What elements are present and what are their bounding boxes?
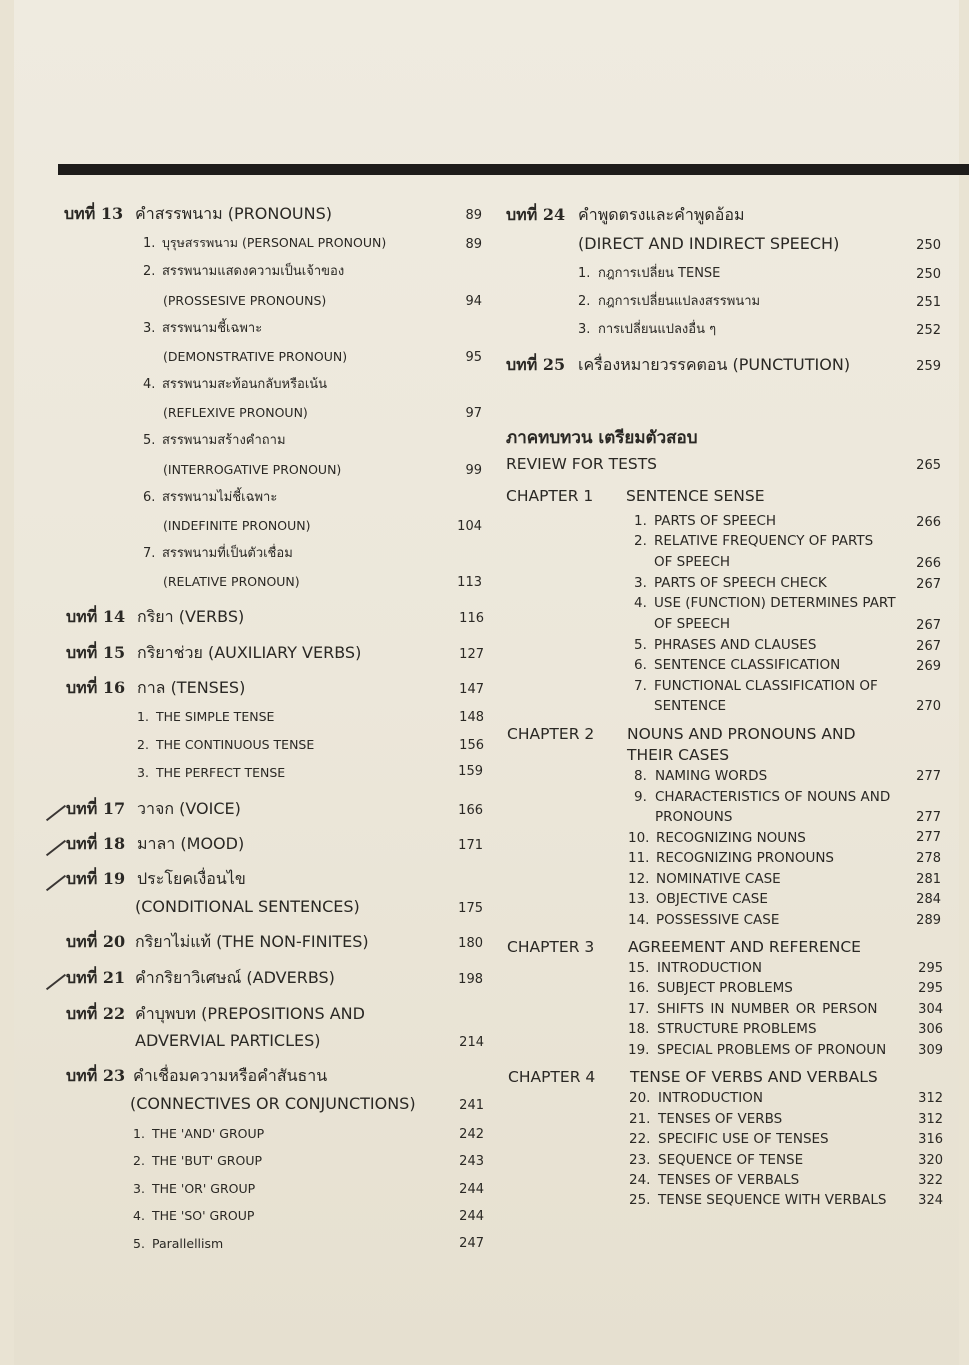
chapter-title: NOUNS AND PRONOUNS AND	[627, 725, 856, 743]
chapter-title: คำกริยาวิเศษณ์ (ADVERBS)	[135, 968, 335, 987]
item-number: 17.	[628, 1001, 650, 1017]
item-subtitle: (REFLEXIVE PRONOUN)	[163, 405, 308, 420]
chapter-label: บทที่ 18	[66, 834, 126, 853]
page-number: 89	[465, 208, 482, 223]
item-title: สรรพนามที่เป็นตัวเชื่อม	[162, 546, 293, 561]
chapter-title: SENTENCE SENSE	[626, 487, 765, 505]
item-title: Parallellism	[152, 1236, 224, 1251]
chapter-title: มาลา (MOOD)	[137, 834, 245, 853]
item-subtitle: (RELATIVE PRONOUN)	[163, 574, 300, 589]
item-number: 19.	[628, 1042, 650, 1058]
item-number: 8.	[634, 768, 647, 784]
item-title: PHRASES AND CLAUSES	[654, 637, 817, 653]
item-title: สรรพนามสร้างคำถาม	[162, 433, 286, 448]
page-number: 295	[918, 961, 943, 976]
chapter-title: คำสรรพนาม (PRONOUNS)	[135, 204, 332, 223]
chapter-title-line2: (DIRECT AND INDIRECT SPEECH)	[578, 234, 840, 253]
item-title: SENTENCE CLASSIFICATION	[654, 657, 841, 673]
page-number: 312	[918, 1112, 943, 1127]
page-number: 148	[459, 710, 484, 725]
item-number: 21.	[629, 1111, 651, 1127]
item-number: 1.	[143, 236, 156, 251]
page-number: 309	[918, 1043, 943, 1058]
item-title: NOMINATIVE CASE	[656, 871, 781, 887]
item-number: 6.	[634, 657, 647, 673]
item-title: POSSESSIVE CASE	[656, 912, 780, 928]
item-title: RELATIVE FREQUENCY OF PARTS	[654, 533, 874, 549]
item-title: OBJECTIVE CASE	[656, 891, 768, 907]
page-number: 250	[916, 238, 941, 253]
item-title: THE 'SO' GROUP	[152, 1208, 255, 1223]
chapter-label: บทที่ 21	[66, 968, 126, 987]
page-number: 214	[459, 1035, 484, 1050]
item-number: 5.	[133, 1236, 145, 1251]
page-number: 166	[458, 803, 483, 818]
chapter-label: บทที่ 14	[66, 607, 126, 626]
page-number: 322	[918, 1173, 943, 1188]
item-number: 3.	[143, 321, 156, 336]
item-subtitle: (INDEFINITE PRONOUN)	[163, 518, 311, 533]
chapter-title-line2: ADVERVIAL PARTICLES)	[135, 1031, 321, 1050]
item-title: สรรพนามแสดงความเป็นเจ้าของ	[162, 264, 345, 279]
page-number: 266	[916, 556, 941, 571]
item-title: INTRODUCTION	[658, 1090, 763, 1106]
item-number: 12.	[628, 871, 650, 887]
page-number: 281	[916, 872, 941, 887]
item-title: สรรพนามสะท้อนกลับหรือเน้น	[162, 377, 328, 392]
item-subtitle: (INTERROGATIVE PRONOUN)	[163, 462, 342, 477]
item-title: สรรพนามไม่ชี้เฉพาะ	[162, 490, 278, 505]
page-number: 269	[916, 659, 941, 674]
page-number: 242	[459, 1127, 484, 1142]
item-number: 18.	[628, 1021, 650, 1037]
page-number: 104	[457, 519, 482, 534]
chapter-label: บทที่ 22	[66, 1004, 126, 1023]
chapter-label: บทที่ 19	[66, 869, 126, 888]
chapter-label: CHAPTER 3	[507, 938, 595, 956]
chapter-title: TENSE OF VERBS AND VERBALS	[630, 1068, 878, 1086]
item-number: 3.	[133, 1181, 145, 1196]
item-title: CHARACTERISTICS OF NOUNS AND	[655, 789, 891, 805]
chapter-title: คำเชื่อมความหรือคำสันธาน	[133, 1066, 328, 1085]
page-number: 316	[918, 1132, 943, 1147]
page-number: 265	[916, 458, 941, 473]
item-number: 10.	[628, 830, 650, 846]
item-title: SPECIFIC USE OF TENSES	[658, 1131, 829, 1147]
page-number: 251	[916, 295, 941, 310]
item-number: 7.	[143, 546, 156, 561]
item-title: THE 'OR' GROUP	[152, 1181, 256, 1196]
item-title: THE 'AND' GROUP	[152, 1126, 265, 1141]
page-number: 97	[465, 406, 482, 421]
item-title: THE PERFECT TENSE	[156, 765, 286, 780]
item-title: RECOGNIZING PRONOUNS	[656, 850, 835, 866]
item-title: SHIFTS IN NUMBER OR PERSON	[657, 1001, 878, 1017]
chapter-title: กริยาไม่แท้ (THE NON-FINITES)	[135, 932, 369, 951]
page-number: 250	[916, 267, 941, 282]
chapter-label: บทที่ 13	[64, 204, 124, 223]
item-title: FUNCTIONAL CLASSIFICATION OF	[654, 678, 878, 694]
item-title: SUBJECT PROBLEMS	[657, 980, 793, 996]
item-number: 1.	[578, 266, 591, 281]
item-number: 14.	[628, 912, 650, 928]
item-number: 1.	[133, 1126, 145, 1141]
item-title: INTRODUCTION	[657, 960, 762, 976]
page-number: 267	[916, 639, 941, 654]
page-number: 295	[918, 981, 943, 996]
page-number: 95	[465, 350, 482, 365]
page-number: 289	[916, 913, 941, 928]
page-number: 127	[459, 647, 484, 662]
item-title-line2: OF SPEECH	[654, 554, 731, 570]
chapter-title: ประโยคเงื่อนไข	[137, 869, 246, 888]
item-title-line2: PRONOUNS	[655, 809, 733, 825]
item-title: การเปลี่ยนแปลงอื่น ๆ	[598, 322, 717, 337]
page-number: 156	[459, 738, 484, 753]
item-title: กฎการเปลี่ยน TENSE	[598, 266, 721, 281]
section-heading: ภาคทบทวน เตรียมตัวสอบ	[506, 428, 698, 448]
page-number: 247	[459, 1236, 484, 1251]
item-title: NAMING WORDS	[655, 768, 768, 784]
item-number: 3.	[137, 765, 149, 780]
chapter-label: บทที่ 16	[66, 678, 126, 697]
item-number: 23.	[629, 1152, 651, 1168]
item-number: 1.	[137, 709, 149, 724]
item-number: 15.	[628, 960, 650, 976]
item-number: 6.	[143, 490, 156, 505]
item-title: SPECIAL PROBLEMS OF PRONOUN	[657, 1042, 887, 1058]
item-number: 2.	[137, 737, 149, 752]
page-number: 116	[459, 611, 484, 626]
item-number: 1.	[634, 513, 647, 529]
item-title: บุรุษสรรพนาม (PERSONAL PRONOUN)	[162, 235, 387, 250]
item-title-line2: SENTENCE	[654, 698, 727, 714]
item-number: 2.	[634, 533, 647, 549]
item-number: 22.	[629, 1131, 651, 1147]
item-title: USE (FUNCTION) DETERMINES PART	[654, 595, 896, 611]
chapter-label: CHAPTER 1	[506, 487, 594, 505]
page-number: 113	[457, 575, 482, 590]
item-number: 16.	[628, 980, 650, 996]
chapter-label: บทที่ 24	[506, 205, 566, 224]
item-number: 20.	[629, 1090, 651, 1106]
chapter-title: AGREEMENT AND REFERENCE	[628, 938, 861, 956]
item-number: 2.	[578, 294, 591, 309]
page-number: 320	[918, 1153, 943, 1168]
page-number: 243	[459, 1154, 484, 1169]
chapter-label: บทที่ 17	[66, 799, 126, 818]
section-title: REVIEW FOR TESTS	[506, 455, 658, 473]
page-number: 171	[458, 838, 483, 853]
chapter-label: บทที่ 25	[506, 355, 566, 374]
page-number: 324	[918, 1193, 943, 1208]
page-number: 266	[916, 515, 941, 530]
item-number: 24.	[629, 1172, 651, 1188]
item-title: THE 'BUT' GROUP	[152, 1153, 263, 1168]
item-title: สรรพนามชี้เฉพาะ	[162, 321, 263, 336]
item-title: SEQUENCE OF TENSE	[658, 1152, 804, 1168]
chapter-title: คำบุพบท (PREPOSITIONS AND	[135, 1004, 365, 1023]
page-number: 175	[458, 901, 483, 916]
page-number: 277	[916, 769, 941, 784]
chapter-title: วาจก (VOICE)	[137, 799, 241, 818]
page-number: 252	[916, 323, 941, 338]
item-number: 3.	[634, 575, 647, 591]
header-rule	[58, 164, 969, 175]
item-number: 13.	[628, 891, 650, 907]
chapter-title-line2: THEIR CASES	[627, 746, 730, 764]
item-number: 7.	[634, 678, 647, 694]
item-number: 4.	[133, 1208, 145, 1223]
page-number: 267	[916, 618, 941, 633]
item-title: RECOGNIZING NOUNS	[656, 830, 806, 846]
page-number: 267	[916, 577, 941, 592]
page-number: 94	[465, 294, 482, 309]
item-number: 3.	[578, 322, 591, 337]
chapter-label: บทที่ 20	[66, 932, 126, 951]
item-title: TENSE SEQUENCE WITH VERBALS	[658, 1192, 887, 1208]
chapter-title: กริยาช่วย (AUXILIARY VERBS)	[137, 643, 362, 662]
page-number: 244	[459, 1182, 484, 1197]
item-subtitle: (PROSSESIVE PRONOUNS)	[163, 293, 327, 308]
chapter-title: กริยา (VERBS)	[137, 607, 245, 626]
page-number: 304	[918, 1002, 943, 1017]
chapter-title: คำพูดตรงและคำพูดอ้อม	[578, 205, 745, 224]
page-number: 244	[459, 1209, 484, 1224]
item-title: PARTS OF SPEECH	[654, 513, 777, 529]
item-title: กฎการเปลี่ยนแปลงสรรพนาม	[598, 294, 761, 309]
item-number: 11.	[628, 850, 650, 866]
chapter-title-line2: (CONDITIONAL SENTENCES)	[135, 897, 360, 916]
page-number: 241	[459, 1098, 484, 1113]
page-number: 312	[918, 1091, 943, 1106]
item-number: 2.	[133, 1153, 145, 1168]
chapter-title: เครื่องหมายวรรคตอน (PUNCTUTION)	[578, 355, 851, 374]
item-number: 4.	[634, 595, 647, 611]
item-number: 4.	[143, 377, 156, 392]
chapter-label: บทที่ 23	[66, 1066, 126, 1085]
item-number: 25.	[629, 1192, 651, 1208]
item-number: 9.	[634, 789, 647, 805]
chapter-label: CHAPTER 4	[508, 1068, 596, 1086]
item-title: TENSES OF VERBALS	[658, 1172, 800, 1188]
item-title: TENSES OF VERBS	[658, 1111, 783, 1127]
chapter-title: กาล (TENSES)	[137, 678, 246, 697]
chapter-label: CHAPTER 2	[507, 725, 595, 743]
page-number: 259	[916, 359, 941, 374]
page-number: 278	[916, 851, 941, 866]
page-number: 99	[465, 463, 482, 478]
page-number: 198	[458, 972, 483, 987]
page-number: 277	[916, 810, 941, 825]
page-number: 284	[916, 892, 941, 907]
page-number: 277	[916, 830, 941, 845]
page-number: 270	[916, 699, 941, 714]
item-number: 5.	[143, 433, 156, 448]
chapter-label: บทที่ 15	[66, 643, 126, 662]
item-subtitle: (DEMONSTRATIVE PRONOUN)	[163, 349, 348, 364]
item-title: STRUCTURE PROBLEMS	[657, 1021, 817, 1037]
item-title-line2: OF SPEECH	[654, 616, 731, 632]
page-number: 89	[465, 237, 482, 252]
page-number: 159	[458, 764, 483, 779]
item-title: THE SIMPLE TENSE	[156, 709, 275, 724]
chapter-title-line2: (CONNECTIVES OR CONJUNCTIONS)	[130, 1094, 416, 1113]
page-number: 147	[459, 682, 484, 697]
item-title: THE CONTINUOUS TENSE	[156, 737, 315, 752]
item-number: 2.	[143, 264, 156, 279]
page-number: 180	[458, 936, 483, 951]
item-title: PARTS OF SPEECH CHECK	[654, 575, 827, 591]
page-number: 306	[918, 1022, 943, 1037]
item-number: 5.	[634, 637, 647, 653]
